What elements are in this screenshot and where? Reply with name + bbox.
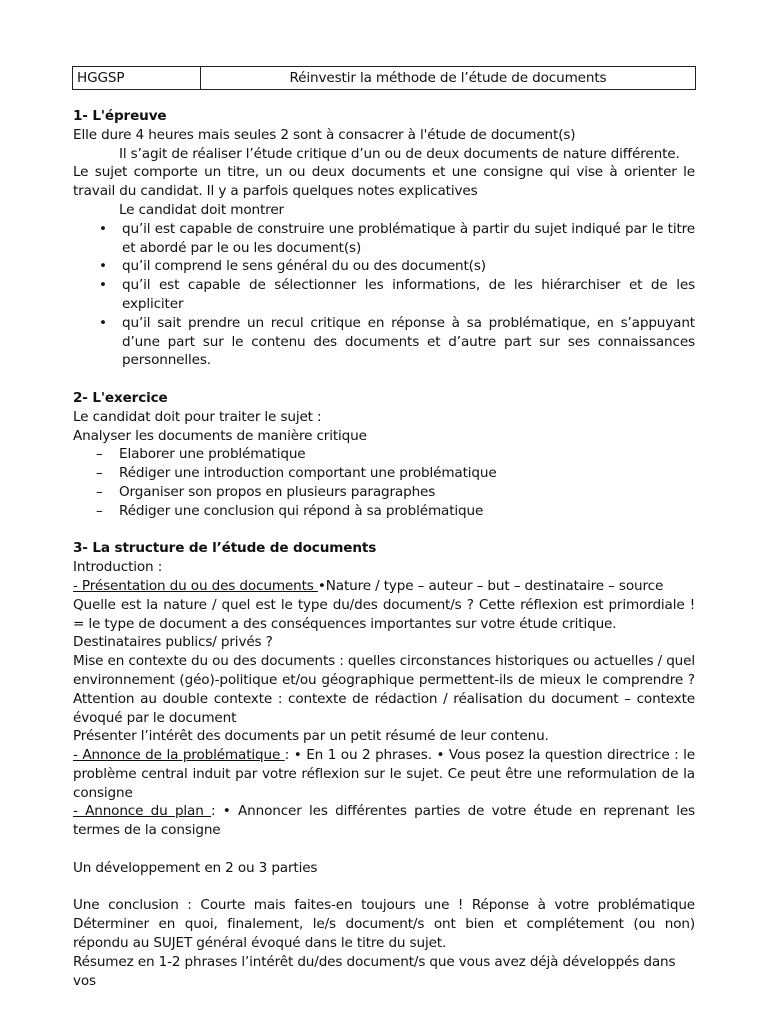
list-item: • qu’il est capable de sélectionner les informations, de les hiérarchiser et de les expliciter: [73, 276, 695, 314]
analyse-text: Analyser les documents de manière critique: [73, 427, 367, 444]
presentation-label: - Présentation du ou des documents: [73, 577, 318, 594]
section-2-heading: 2- L'exercice: [73, 389, 168, 406]
steps-list: [73, 445, 695, 520]
summary-text: Résumez en 1-2 phrases l’intérêt du/des document/s que vous avez déjà développés dans vos: [73, 953, 676, 989]
title-cell: Réinvestir la méthode de l’étude de documents: [289, 70, 607, 86]
plan-label: - Annonce du plan: [73, 803, 212, 820]
section-1-heading: 1- L'épreuve: [73, 108, 167, 124]
introduction-label: Introduction :: [73, 559, 163, 576]
list-item: – Rédiger une introduction comportant une problématique: [73, 464, 695, 483]
destinataires-text: Destinataires publics/ privés ?: [73, 634, 273, 651]
plan-paragraph: [73, 802, 695, 840]
header-table: [72, 66, 696, 90]
subject-text: Le sujet comporte un titre, un ou deux documents et une consigne qui vise à orienter le travail du candidat. Il y a parfois quelques notes explicatives: [73, 164, 695, 200]
list-item: • qu’il est capable de construire une problématique à partir du sujet indiqué par le titre et abordé par le ou les document(s): [73, 220, 695, 258]
duration-text: Elle dure 4 heures mais seules 2 sont à consacrer à l'étude de document(s): [73, 126, 576, 143]
nature-question: Quelle est la nature / quel est le type du/des document/s ? Cette réflexion est primordiale ! = le type de document a des conséquences importantes sur votre étude critique.: [73, 596, 695, 632]
list-item: – Organiser son propos en plusieurs paragraphes: [73, 483, 695, 502]
problematique-paragraph: [73, 746, 695, 802]
plan-text: : • Annoncer les différentes parties de votre étude en reprenant les termes de la consigne: [73, 803, 695, 839]
interest-text: Présenter l’intérêt des documents par un petit résumé de leur contenu.: [73, 728, 549, 745]
list-item: • qu’il comprend le sens général du ou des document(s): [73, 257, 695, 276]
skills-list: [73, 220, 695, 370]
section-3-heading: 3- La structure de l’étude de documents: [73, 540, 377, 557]
list-item: • qu’il sait prendre un recul critique en réponse à sa problématique, en s’appuyant d’une part sur le contenu des documents et d’autre part sur ses connaissances personnelles.: [73, 314, 695, 370]
presentation-line: [73, 577, 695, 596]
must-show-text: Le candidat doit montrer: [119, 201, 284, 218]
list-item: – Rédiger une conclusion qui répond à sa problématique: [73, 502, 695, 521]
problematique-label: - Annonce de la problématique: [73, 747, 285, 764]
context-text: Mise en contexte du ou des documents : quelles circonstances historiques ou actuelles / quel environnement (géo)-politique et/ou géographique permettent-ils de mieux le comprendre ? Attention au double contexte : contexte de rédaction / réalisation du document – contexte évoqué par le document: [73, 653, 695, 726]
presentation-text: •Nature / type – auteur – but – destinataire – source: [317, 577, 664, 594]
problematique-text: : • En 1 ou 2 phrases. • Vous posez la question directrice : le problème central induit par votre réflexion sur le sujet. Ce peut être une reformulation de la consigne: [73, 747, 695, 801]
list-item: – Elaborer une problématique: [73, 445, 695, 464]
exercise-intro: Le candidat doit pour traiter le sujet :: [73, 408, 322, 425]
aim-text: Il s’agit de réaliser l’étude critique d’un ou de deux documents de nature différente.: [119, 145, 680, 162]
conclusion-text: Une conclusion : Courte mais faites-en toujours une ! Réponse à votre problématique Déterminer en quoi, finalement, le/s document/s ont bien et complétement (ou non) répondu au SUJET général évoqué dans le titre du sujet.: [73, 897, 695, 952]
document-body: [73, 107, 695, 990]
development-text: Un développement en 2 ou 3 parties: [73, 859, 318, 876]
subject-cell: HGGSP: [73, 67, 201, 89]
